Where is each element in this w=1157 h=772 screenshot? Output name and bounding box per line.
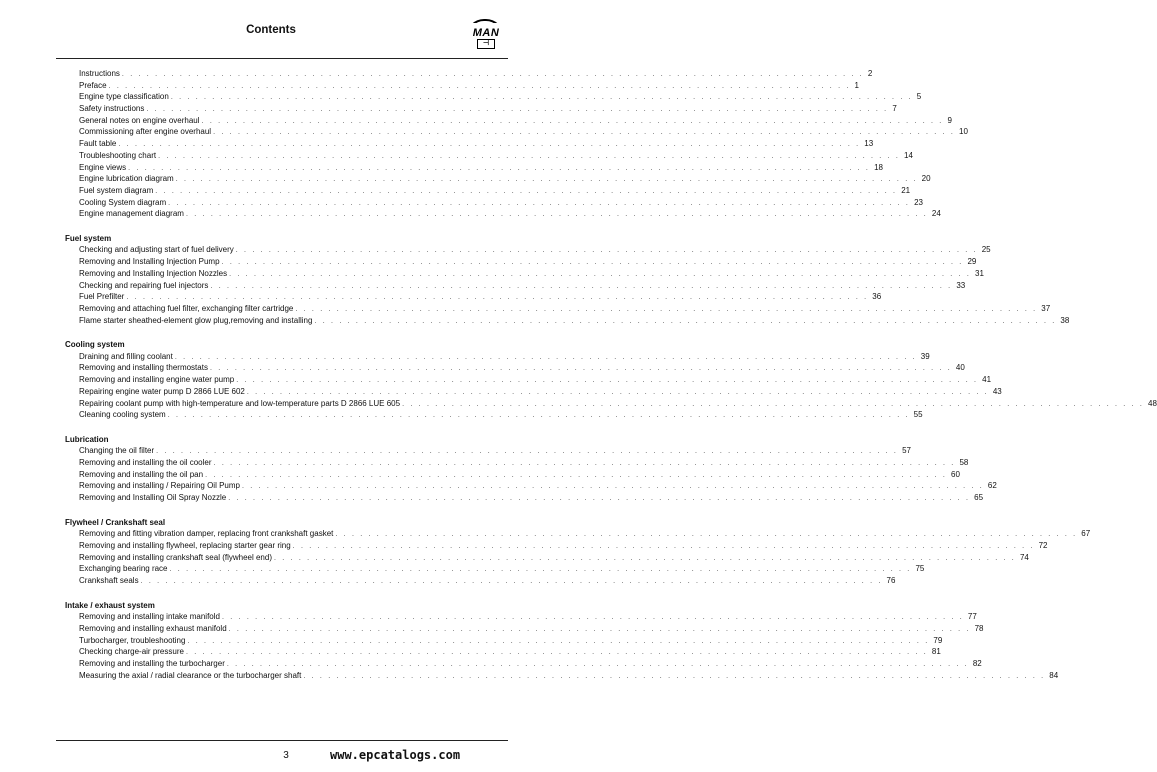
toc-entry[interactable] — [79, 91, 922, 103]
dot-leader: . . . . . . . . . . . . . . . . . . . . . . . . . . . . . . . . . . . . . . . . . . . . . . . . . . . . . . . . . . . . . . . . . . . . . . . . . . . . . . . . . . . . . . . . . . — [187, 637, 930, 645]
dot-leader: . . . . . . . . . . . . . . . . . . . . . . . . . . . . . . . . . . . . . . . . . . . . . . . . . . . . . . . . . . . . . . . . . . . . . . . . . . . . . . . . . . . . . . . . . . — [314, 317, 1057, 325]
toc-entry-title: Checking and adjusting start of fuel delivery — [79, 245, 234, 255]
toc-entry[interactable] — [79, 303, 1051, 315]
toc-section-title: Lubrication — [65, 434, 109, 444]
toc-entry-title: Checking charge-air pressure — [79, 647, 184, 657]
dot-leader: . . . . . . . . . . . . . . . . . . . . . . . . . . . . . . . . . . . . . . . . . . . . . . . . . . . . . . . . . . . . . . . . . . . . . . . . . . . . . . . . . . . . . . . . . . — [118, 141, 861, 149]
dot-leader: . . . . . . . . . . . . . . . . . . . . . . . . . . . . . . . . . . . . . . . . . . . . . . . . . . . . . . . . . . . . . . . . . . . . . . . . . . . . . . . . . . . . . . . . . . — [246, 388, 989, 396]
toc-entry-page: 5 — [916, 92, 922, 102]
toc-entry-page: 60 — [951, 469, 960, 479]
toc-entry-title: Removing and installing crankshaft seal (flywheel end) — [79, 552, 272, 562]
toc-entry[interactable] — [79, 291, 882, 303]
dot-leader: . . . . . . . . . . . . . . . . . . . . . . . . . . . . . . . . . . . . . . . . . . . . . . . . . . . . . . . . . . . . . . . . . . . . . . . . . . . . . . . . . . . . . . . . . . — [295, 305, 1038, 313]
toc-entry[interactable] — [79, 103, 897, 115]
man-logo — [464, 23, 508, 53]
toc-entry[interactable] — [79, 552, 1029, 564]
toc-entry-title: Removing and installing thermostats — [79, 363, 208, 373]
toc-entry-page: 48 — [1148, 398, 1157, 408]
toc-entry-title: Fuel Prefilter — [79, 292, 125, 302]
toc-entry-page: 7 — [892, 104, 897, 114]
toc-entry-page: 39 — [920, 351, 930, 361]
toc-entry[interactable] — [79, 528, 1091, 540]
toc-entry-page: 37 — [1041, 303, 1051, 313]
toc-entry[interactable] — [79, 150, 913, 162]
toc-entry-page: 79 — [933, 635, 943, 645]
toc-entry-page: 14 — [904, 150, 913, 160]
toc-entry[interactable] — [79, 115, 952, 127]
dot-leader: . . . . . . . . . . . . . . . . . . . . . . . . . . . . . . . . . . . . . . . . . . . . . . . . . . . . . . . . . . . . . . . . . . . . . . . . . . . . . . . . . . . . . . . . . . — [121, 71, 864, 78]
dot-leader: . . . . . . . . . . . . . . . . . . . . . . . . . . . . . . . . . . . . . . . . . . . . . . . . . . . . . . . . . . . . . . . . . . . . . . . . . . . . . . . . . . . . . . . . . . — [236, 377, 979, 385]
toc-entry-title: Fault table — [79, 139, 117, 149]
toc-entry-page: 84 — [1049, 670, 1059, 680]
dot-leader: . . . . . . . . . . . . . . . . . . . . . . . . . . . . . . . . . . . . . . . . . . . . . . . . . . . . . . . . . . . . . . . . . . . . . . . . . . . . . . . . . . . . . . . . . . — [228, 625, 971, 633]
toc-entry[interactable] — [79, 208, 941, 220]
toc-entry-page: 76 — [886, 576, 896, 586]
toc-entry[interactable] — [79, 185, 911, 197]
toc-section — [0, 434, 997, 504]
toc-entry[interactable] — [79, 68, 873, 80]
dot-leader: . . . . . . . . . . . . . . . . . . . . . . . . . . . . . . . . . . . . . . . . . . . . . . . . . . . . . . . . . . . . . . . . . . . . . . . . . . . . . . . . . . . . . . . . . . — [209, 365, 952, 373]
toc-sections — [0, 233, 1157, 681]
toc-entry-page: 9 — [947, 115, 952, 125]
toc-entry-title: Instructions — [79, 69, 120, 78]
toc-entry-page: 36 — [872, 292, 882, 302]
toc-entry-page: 77 — [967, 612, 977, 622]
dot-leader: . . . . . . . . . . . . . . . . . . . . . . . . . . . . . . . . . . . . . . . . . . . . . . . . . . . . . . . . . . . . . . . . . . . . . . . . . . . . . . . . . . . . . . . . . . — [335, 531, 1078, 539]
toc-entry-page: 13 — [864, 139, 874, 149]
dot-leader: . . . . . . . . . . . . . . . . . . . . . . . . . . . . . . . . . . . . . . . . . . . . . . . . . . . . . . . . . . . . . . . . . . . . . . . . . . . . . . . . . . . . . . . . . . — [210, 282, 953, 290]
dot-leader: . . . . . . . . . . . . . . . . . . . . . . . . . . . . . . . . . . . . . . . . . . . . . . . . . . . . . . . . . . . . . . . . . . . . . . . . . . . . . . . . . . . . . . . . . . — [167, 412, 910, 420]
toc-section — [0, 600, 1059, 682]
toc-entry-page: 40 — [955, 363, 965, 373]
toc-entry-page: 75 — [915, 564, 925, 574]
toc-entry[interactable] — [79, 256, 977, 268]
toc-entry-page: 25 — [981, 245, 991, 255]
dot-leader: . . . . . . . . . . . . . . . . . . . . . . . . . . . . . . . . . . . . . . . . . . . . . . . . . . . . . . . . . . . . . . . . . . . . . . . . . . . . . . . . . . . . . . . . . . — [229, 270, 972, 278]
toc-entry-page: 38 — [1060, 315, 1070, 325]
toc-entry-page: 31 — [975, 268, 984, 278]
dot-leader: . . . . . . . . . . . . . . . . . . . . . . . . . . . . . . . . . . . . . . . . . . . . . . . . . . . . . . . . . . . . . . . . . . . . . . . . . . . . . . . . . . . . . . . . . . — [185, 211, 928, 219]
dot-leader: . . . . . . . . . . . . . . . . . . . . . . . . . . . . . . . . . . . . . . . . . . . . . . . . . . . . . . . . . . . . . . . . . . . . . . . . . . . . . . . . . . . . . . . . . . — [146, 106, 889, 114]
toc-entry-title: Preface — [79, 80, 107, 90]
toc-entry[interactable] — [79, 658, 982, 670]
toc-entry-title: Flame starter sheathed-element glow plug,removing and installing — [79, 315, 313, 325]
toc-entry-page: 29 — [967, 257, 977, 267]
toc-entry-page: 82 — [972, 659, 982, 668]
dot-leader: . . . . . . . . . . . . . . . . . . . . . . . . . . . . . . . . . . . . . . . . . . . . . . . . . . . . . . . . . . . . . . . . . . . . . . . . . . . . . . . . . . . . . . . . . . — [221, 259, 964, 267]
toc-entry[interactable] — [79, 480, 997, 492]
toc-entry[interactable] — [79, 173, 931, 185]
toc-entry[interactable] — [79, 268, 984, 280]
toc-entry[interactable] — [79, 575, 896, 587]
toc-section — [0, 233, 1070, 326]
dot-leader: . . . . . . . . . . . . . . . . . . . . . . . . . . . . . . . . . . . . . . . . . . . . . . . . . . . . . . . . . . . . . . . . . . . . . . . . . . . . . . . . . . . . . . . . . . — [235, 247, 978, 255]
toc-entry[interactable] — [79, 351, 930, 363]
toc-entry-page: 78 — [974, 623, 984, 633]
toc-entry-title: Removing and Installing Injection Nozzles — [79, 268, 228, 278]
toc-entry-page: 18 — [874, 162, 883, 172]
dot-leader: . . . . . . . . . . . . . . . . . . . . . . . . . . . . . . . . . . . . . . . . . . . . . . . . . . . . . . . . . . . . . . . . . . . . . . . . . . . . . . . . . . . . . . . . . . — [213, 460, 956, 468]
toc-entry-title: Checking and repairing fuel injectors — [79, 280, 209, 290]
toc-entry[interactable] — [79, 409, 923, 421]
toc-entry[interactable] — [79, 126, 968, 138]
dot-leader: . . . . . . . . . . . . . . . . . . . . . . . . . . . . . . . . . . . . . . . . . . . . . . . . . . . . . . . . . . . . . . . . . . . . . . . . . . . . . . . . . . . . . . . . . . — [168, 199, 911, 207]
toc-entry[interactable] — [79, 623, 984, 635]
toc-entry-title: Commissioning after engine overhaul — [79, 127, 212, 137]
toc-entry[interactable] — [79, 563, 925, 575]
toc-entry-page: 55 — [913, 410, 923, 420]
toc-entry-title: Changing the oil filter — [79, 446, 155, 456]
page-title: Contents — [246, 24, 296, 36]
dot-leader: . . . . . . . . . . . . . . . . . . . . . . . . . . . . . . . . . . . . . . . . . . . . . . . . . . . . . . . . . . . . . . . . . . . . . . . . . . . . . . . . . . . . . . . . . . — [170, 94, 913, 102]
toc-section — [0, 517, 1091, 587]
toc-entry-page: 2 — [867, 69, 873, 78]
toc-entry-title: Safety instructions — [79, 104, 145, 114]
toc-entry[interactable] — [79, 540, 1048, 552]
dot-leader: . . . . . . . . . . . . . . . . . . . . . . . . . . . . . . . . . . . . . . . . . . . . . . . . . . . . . . . . . . . . . . . . . . . . . . . . . . . . . . . . . . . . . . . . . . — [292, 543, 1035, 550]
dot-leader: . . . . . . . . . . . . . . . . . . . . . . . . . . . . . . . . . . . . . . . . . . . . . . . . . . . . . . . . . . . . . . . . . . . . . . . . . . . . . . . . . . . . . . . . . . — [158, 152, 901, 160]
dot-leader: . . . . . . . . . . . . . . . . . . . . . . . . . . . . . . . . . . . . . . . . . . . . . . . . . . . . . . . . . . . . . . . . . . . . . . . . . . . . . . . . . . . . . . . . . . — [108, 82, 851, 90]
toc-entry-title: Removing and installing the oil pan — [79, 469, 204, 479]
toc-entry-title: Measuring the axial / radial clearance or the turbocharger shaft — [79, 670, 302, 680]
dot-leader: . . . . . . . . . . . . . . . . . . . . . . . . . . . . . . . . . . . . . . . . . . . . . . . . . . . . . . . . . . . . . . . . . . . . . . . . . . . . . . . . . . . . . . . . . . — [169, 566, 912, 574]
toc-entry[interactable] — [79, 445, 911, 457]
dot-leader: . . . . . . . . . . . . . . . . . . . . . . . . . . . . . . . . . . . . . . . . . . . . . . . . . . . . . . . . . . . . . . . . . . . . . . . . . . . . . . . . . . . . . . . . . . — [274, 554, 1016, 562]
toc-entry-page: 10 — [959, 127, 968, 137]
toc-entry-page: 67 — [1081, 529, 1091, 539]
dot-leader: . . . . . . . . . . . . . . . . . . . . . . . . . . . . . . . . . . . . . . . . . . . . . . . . . . . . . . . . . . . . . . . . . . . . . . . . . . . . . . . . . . . . . . . . . . — [140, 578, 883, 586]
dot-leader: . . . . . . . . . . . . . . . . . . . . . . . . . . . . . . . . . . . . . . . . . . . . . . . . . . . . . . . . . . . . . . . . . . . . . . . . . . . . . . . . . . . . . . . . . . — [228, 495, 971, 503]
dot-leader: . . . . . . . . . . . . . . . . . . . . . . . . . . . . . . . . . . . . . . . . . . . . . . . . . . . . . . . . . . . . . . . . . . . . . . . . . . . . . . . . . . . . . . . . . . — [128, 164, 871, 172]
toc-entry-title: Removing and Installing Injection Pump — [79, 257, 220, 267]
toc-entry-title: Engine views — [79, 162, 127, 172]
dot-leader: . . . . . . . . . . . . . . . . . . . . . . . . . . . . . . . . . . . . . . . . . . . . . . . . . . . . . . . . . . . . . . . . . . . . . . . . . . . . . . . . . . . . . . . . . . — [156, 448, 899, 456]
toc-entry-page: 57 — [902, 446, 911, 456]
dot-leader: . . . . . . . . . . . . . . . . . . . . . . . . . . . . . . . . . . . . . . . . . . . . . . . . . . . . . . . . . . . . . . . . . . . . . . . . . . . . . . . . . . . . . . . . . . — [201, 117, 944, 125]
toc-entry[interactable] — [79, 457, 969, 469]
logo-lion-badge-icon: ⊣ — [477, 39, 495, 49]
page-number: 3 — [283, 750, 289, 761]
dot-leader: . . . . . . . . . . . . . . . . . . . . . . . . . . . . . . . . . . . . . . . . . . . . . . . . . . . . . . . . . . . . . . . . . . . . . . . . . . . . . . . . . . . . . . . . . . — [241, 483, 984, 491]
toc-section — [0, 339, 1157, 421]
dot-leader: . . . . . . . . . . . . . . . . . . . . . . . . . . . . . . . . . . . . . . . . . . . . . . . . . . . . . . . . . . . . . . . . . . . . . . . . . . . . . . . . . . . . . . . . . . — [155, 187, 898, 195]
toc-entry-title: Removing and Installing Oil Spray Nozzle — [79, 493, 227, 503]
toc-entry-page: 1 — [854, 80, 859, 90]
toc-entry-title: Fuel system diagram — [79, 185, 154, 195]
toc-entry[interactable] — [79, 469, 960, 481]
watermark: www.epcatalogs.com — [330, 748, 461, 762]
toc-entry-title: Engine management diagram — [79, 209, 184, 219]
toc-entry-title: Removing and installing the turbocharger — [79, 659, 225, 668]
toc-entry-title: Cleaning cooling system — [79, 410, 166, 420]
toc-entry-title: Removing and installing flywheel, replacing starter gear ring — [79, 541, 291, 550]
toc-section-title: Cooling system — [65, 340, 125, 350]
dot-leader: . . . . . . . . . . . . . . . . . . . . . . . . . . . . . . . . . . . . . . . . . . . . . . . . . . . . . . . . . . . . . . . . . . . . . . . . . . . . . . . . . . . . . . . . . . — [175, 176, 918, 184]
toc-entry-title: Removing and installing engine water pump — [79, 375, 235, 385]
dot-leader: . . . . . . . . . . . . . . . . . . . . . . . . . . . . . . . . . . . . . . . . . . . . . . . . . . . . . . . . . . . . . . . . . . . . . . . . . . . . . . . . . . . . . . . . . . — [221, 614, 964, 622]
toc-entry-page: 33 — [956, 280, 966, 290]
toc-entry-title: Removing and attaching fuel filter, exchanging filter cartridge — [79, 303, 294, 313]
logo-wordmark: MAN — [464, 23, 508, 37]
toc-entry-title: Troubleshooting chart — [79, 150, 157, 160]
toc-entry-title: Repairing coolant pump with high-temperature and low-temperature parts D 2866 LUE 605 — [79, 398, 401, 408]
toc-entry-title: Exchanging bearing race — [79, 564, 168, 574]
dot-leader: . . . . . . . . . . . . . . . . . . . . . . . . . . . . . . . . . . . . . . . . . . . . . . . . . . . . . . . . . . . . . . . . . . . . . . . . . . . . . . . . . . . . . . . . . . — [226, 661, 969, 668]
toc-entry-title: General notes on engine overhaul — [79, 115, 200, 125]
toc-entry[interactable] — [79, 315, 1070, 327]
toc-entry[interactable] — [79, 646, 941, 658]
toc-entry-page: 81 — [931, 647, 941, 657]
toc-entry-title: Repairing engine water pump D 2866 LUE 602 — [79, 386, 245, 396]
toc-entry-page: 58 — [959, 458, 969, 468]
toc-entry[interactable] — [79, 374, 992, 386]
toc-entry[interactable] — [79, 670, 1059, 682]
toc-entry-title: Removing and installing intake manifold — [79, 612, 220, 622]
dot-leader: . . . . . . . . . . . . . . . . . . . . . . . . . . . . . . . . . . . . . . . . . . . . . . . . . . . . . . . . . . . . . . . . . . . . . . . . . . . . . . . . . . . . . . . . . . — [174, 353, 917, 361]
toc-entry-title: Removing and fitting vibration damper, replacing front crankshaft gasket — [79, 529, 334, 539]
header-rule — [56, 58, 508, 59]
toc-entry-page: 23 — [914, 197, 923, 207]
toc-entry-title: Cooling System diagram — [79, 197, 167, 207]
toc-entry-page: 41 — [982, 375, 992, 385]
toc-entry-title: Crankshaft seals — [79, 576, 139, 586]
toc-entry[interactable] — [79, 280, 966, 292]
toc-entry-page: 72 — [1038, 541, 1048, 550]
toc-entry[interactable] — [79, 386, 1002, 398]
toc-entry-title: Engine lubrication diagram — [79, 174, 174, 184]
toc-intro-section — [0, 68, 968, 220]
toc-entry[interactable] — [79, 492, 984, 504]
dot-leader: . . . . . . . . . . . . . . . . . . . . . . . . . . . . . . . . . . . . . . . . . . . . . . . . . . . . . . . . . . . . . . . . . . . . . . . . . . . . . . . . . . . . . . . . . . — [185, 649, 928, 657]
toc-entry[interactable] — [79, 197, 923, 209]
toc-entry-title: Engine type classification — [79, 92, 169, 102]
toc-entry[interactable] — [79, 138, 874, 150]
dot-leader: . . . . . . . . . . . . . . . . . . . . . . . . . . . . . . . . . . . . . . . . . . . . . . . . . . . . . . . . . . . . . . . . . . . . . . . . . . . . . . . . . . . . . . . . . . — [205, 471, 948, 479]
table-of-contents — [0, 68, 1157, 694]
toc-entry[interactable] — [79, 162, 883, 174]
toc-entry-page: 24 — [931, 209, 941, 219]
toc-entry[interactable] — [79, 80, 859, 92]
dot-leader: . . . . . . . . . . . . . . . . . . . . . . . . . . . . . . . . . . . . . . . . . . . . . . . . . . . . . . . . . . . . . . . . . . . . . . . . . . . . . . . . . . . . . . . . . . — [213, 129, 956, 137]
toc-entry[interactable] — [79, 244, 991, 256]
toc-entry-title: Turbocharger, troubleshooting — [79, 635, 186, 645]
toc-entry-title: Removing and installing exhaust manifold — [79, 623, 227, 633]
dot-leader: . . . . . . . . . . . . . . . . . . . . . . . . . . . . . . . . . . . . . . . . . . . . . . . . . . . . . . . . . . . . . . . . . . . . . . . . . . . . . . . . . . . . . . . . . . — [126, 294, 869, 302]
toc-entry[interactable] — [79, 362, 965, 374]
toc-entry[interactable] — [79, 611, 977, 623]
toc-entry-page: 43 — [992, 386, 1002, 396]
toc-entry[interactable] — [79, 398, 1157, 410]
toc-entry-page: 74 — [1019, 552, 1029, 562]
toc-entry-page: 65 — [974, 493, 984, 503]
toc-entry-title: Removing and installing / Repairing Oil Pump — [79, 481, 240, 491]
toc-entry-page: 20 — [921, 174, 931, 184]
dot-leader: . . . . . . . . . . . . . . . . . . . . . . . . . . . . . . . . . . . . . . . . . . . . . . . . . . . . . . . . . . . . . . . . . . . . . . . . . . . . . . . . . . . . . . . . . . — [303, 672, 1046, 680]
toc-entry-title: Removing and installing the oil cooler — [79, 458, 212, 468]
dot-leader: . . . . . . . . . . . . . . . . . . . . . . . . . . . . . . . . . . . . . . . . . . . . . . . . . . . . . . . . . . . . . . . . . . . . . . . . . . . . . . . . . . . . . . . . . . — [402, 400, 1145, 408]
toc-entry-title: Draining and filling coolant — [79, 351, 173, 361]
toc-section-title: Fuel system — [65, 233, 112, 243]
toc-entry-page: 21 — [901, 185, 911, 195]
toc-section-title: Flywheel / Crankshaft seal — [65, 517, 166, 527]
toc-entry-page: 62 — [987, 481, 997, 491]
toc-entry[interactable] — [79, 635, 943, 647]
toc-section-title: Intake / exhaust system — [65, 600, 155, 610]
footer-rule — [56, 740, 508, 741]
